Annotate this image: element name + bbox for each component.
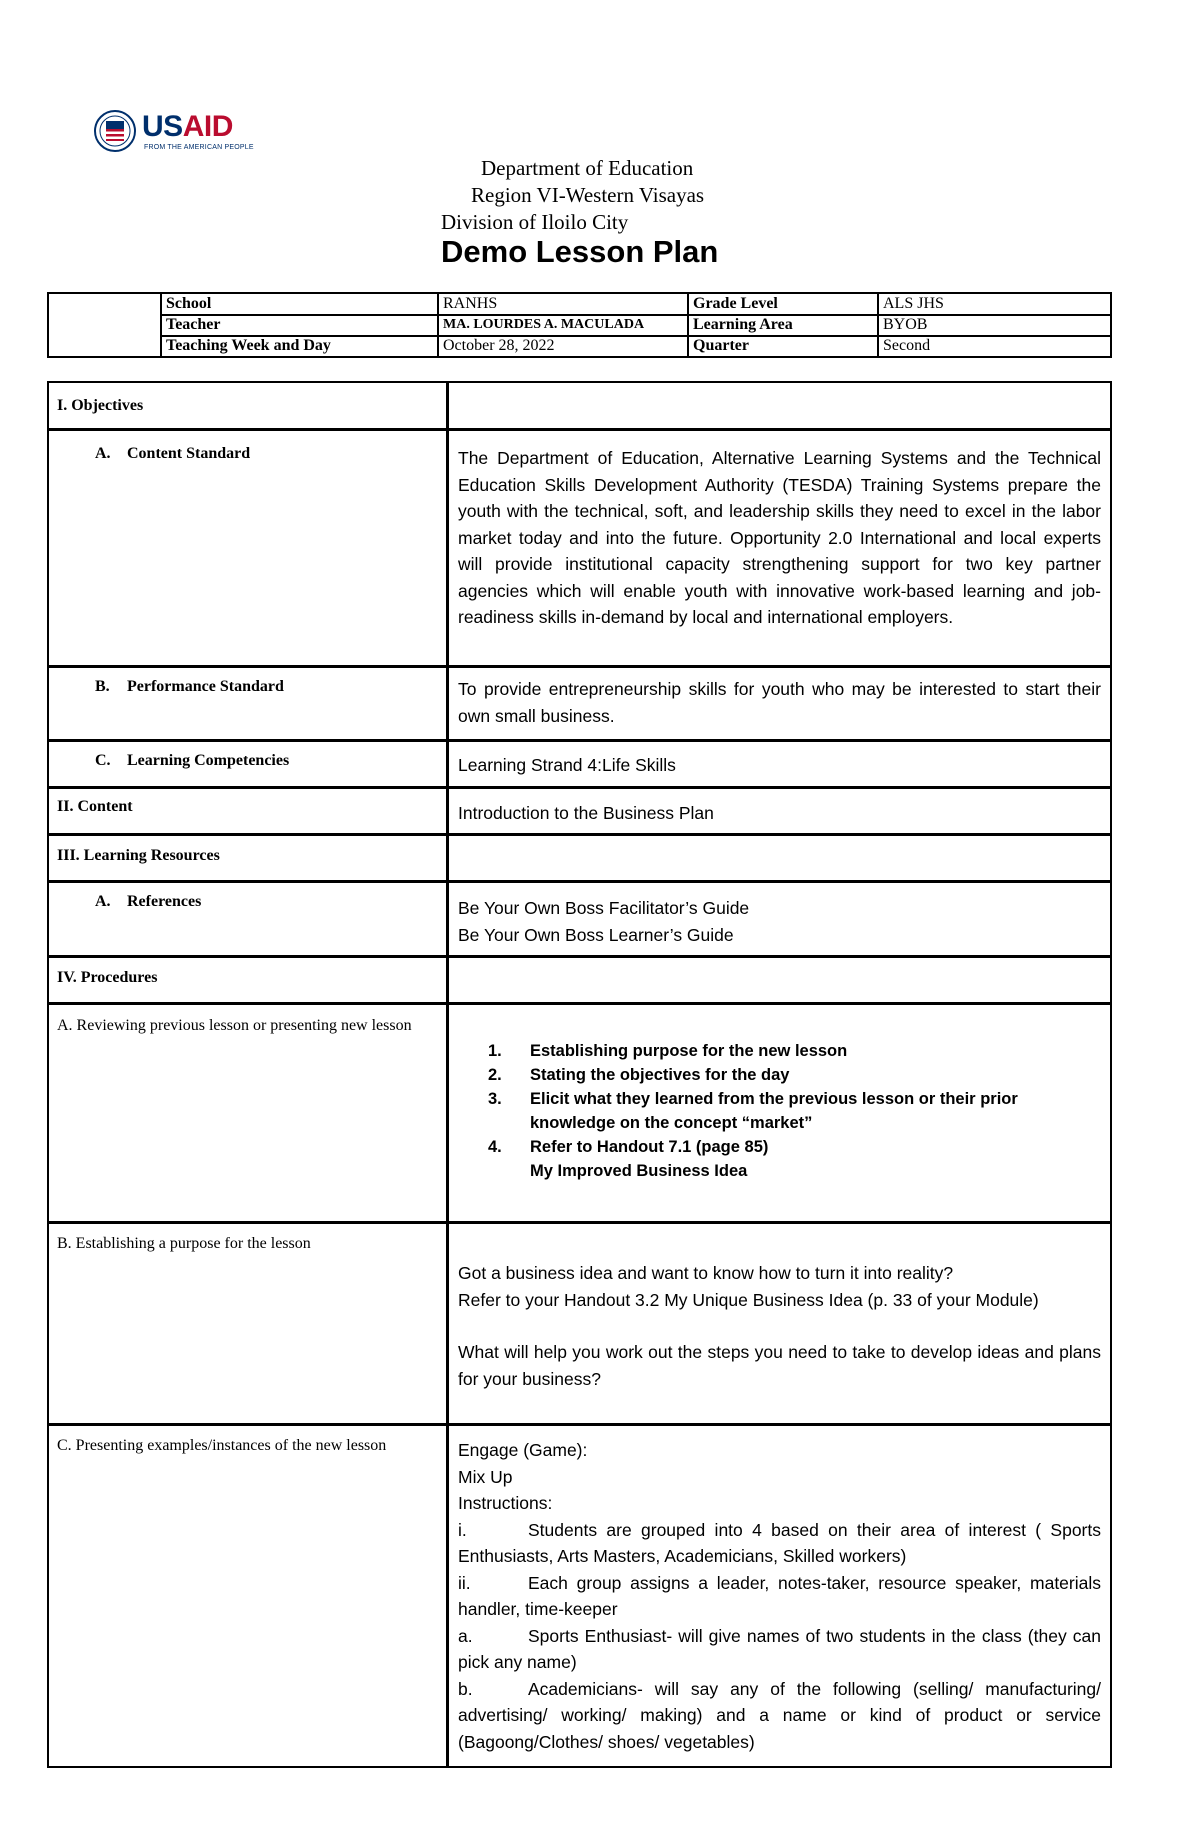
list-item: 2. Stating the objectives for the day — [488, 1066, 790, 1084]
performance-standard-text: To provide entrepreneurship skills for youth who may be interested to start their own small business. — [458, 679, 1101, 726]
procedures-label: IV. Procedures — [57, 969, 158, 986]
content-standard-text: The Department of Education, Alternative Learning Systems and the Technical Education Skills Development Authority (TESDA) Training Systems prepare the youth with the technical, soft, and leadership skills they need to excel in the labor market today and into the future. Opportunity 2.0 International and local experts will provide institutional capacity strengthening support for two key partner agencies which will enable youth with innovative work-based learning and job-readiness skills in-demand by local and international employers. — [458, 448, 1101, 627]
quarter-value: Second — [883, 337, 931, 354]
paragraph: Refer to your Handout 3.2 My Unique Business Idea (p. 33 of your Module) — [458, 1289, 1039, 1310]
references-text — [458, 895, 1101, 948]
usaid-logo — [94, 110, 254, 156]
row-divider — [49, 833, 1110, 836]
paragraph: i. Students are grouped into 4 based on their area of interest ( Sports Enthusiasts, Arts Masters, Academicians, Skilled workers) — [458, 1519, 1101, 1566]
info-left-cell — [49, 294, 162, 356]
usaid-tagline: FROM THE AMERICAN PEOPLE — [144, 144, 254, 151]
content-standard-label: A. Content Standard — [95, 445, 251, 462]
paragraph: Got a business idea and want to know how to turn it into reality? — [458, 1263, 954, 1283]
info-table — [47, 292, 1112, 358]
row-divider — [49, 428, 1110, 431]
reference-item: Be Your Own Boss Learner’s Guide — [458, 924, 734, 945]
performance-standard-label: B. Performance Standard — [95, 678, 284, 695]
area-value: BYOB — [883, 316, 928, 333]
row-divider — [49, 1423, 1110, 1426]
reference-item: Be Your Own Boss Facilitator’s Guide — [458, 898, 750, 918]
paragraph: ii. Each group assigns a leader, notes-taker, resource speaker, materials handler, time-keeper — [458, 1572, 1101, 1619]
grade-value: ALS JHS — [883, 295, 944, 312]
content-text: Introduction to the Business Plan — [458, 803, 714, 823]
grade-label: Grade Level — [689, 294, 879, 314]
row-divider — [49, 1002, 1110, 1005]
teacher-value: MA. LOURDES A. MACULADA — [439, 315, 689, 335]
paragraph: Mix Up — [458, 1466, 513, 1487]
row-divider — [49, 880, 1110, 883]
list-item-sub: My Improved Business Idea — [530, 1162, 748, 1180]
reviewing-label: A. Reviewing previous lesson or presenting new lesson — [57, 1017, 412, 1034]
learning-competencies-label: C. Learning Competencies — [95, 752, 290, 769]
division-line: Division of Iloilo City — [441, 210, 629, 234]
row-divider — [49, 665, 1110, 668]
teacher-label: Teacher — [162, 315, 439, 335]
area-label: Learning Area — [689, 315, 879, 335]
presenting-label: C. Presenting examples/instances of the new lesson — [57, 1437, 387, 1454]
list-item: 3. Elicit what they learned from the previous lesson or their prior knowledge on the concept “market” — [488, 1090, 1018, 1132]
column-divider — [446, 383, 449, 1766]
region-line: Region VI-Western Visayas — [471, 183, 705, 207]
presenting-text — [458, 1437, 1101, 1755]
school-label: School — [162, 294, 439, 314]
establishing-text — [458, 1260, 1101, 1392]
establishing-label: B. Establishing a purpose for the lesson — [57, 1235, 311, 1252]
quarter-label: Quarter — [689, 336, 879, 356]
reviewing-list — [458, 1039, 1101, 1183]
paragraph: Instructions: — [458, 1493, 553, 1513]
learning-competencies-text: Learning Strand 4:Life Skills — [458, 755, 676, 775]
objectives-label: I. Objectives — [57, 397, 144, 414]
department-line: Department of Education — [481, 156, 694, 180]
school-value: RANHS — [439, 294, 689, 314]
usaid-seal-icon — [94, 110, 136, 152]
usaid-wordmark: USAID — [142, 110, 233, 143]
paragraph: Engage (Game): — [458, 1440, 588, 1460]
row-divider — [49, 1221, 1110, 1224]
list-item: 4. Refer to Handout 7.1 (page 85) — [488, 1138, 769, 1156]
content-label: II. Content — [57, 798, 133, 815]
paragraph: b. Academicians- will say any of the following (selling/ manufacturing/ advertising/ working/ making) and a name or kind of product or service (Bagoong/Clothes/ shoes/ vegetables) — [458, 1678, 1101, 1752]
paragraph: a. Sports Enthusiast- will give names of two students in the class (they can pick any name) — [458, 1625, 1101, 1672]
row-divider — [49, 786, 1110, 789]
list-item: 1. Establishing purpose for the new lesson — [488, 1042, 848, 1060]
learning-resources-label: III. Learning Resources — [57, 847, 220, 864]
paragraph: What will help you work out the steps you need to take to develop ideas and plans for your business? — [458, 1342, 1101, 1389]
week-label: Teaching Week and Day — [162, 336, 439, 356]
references-label: A. References — [95, 893, 202, 910]
page-title: Demo Lesson Plan — [441, 234, 719, 269]
info-row-school — [162, 294, 1110, 316]
week-value: October 28, 2022 — [439, 336, 689, 356]
row-divider — [49, 955, 1110, 958]
info-row-week — [162, 336, 1110, 356]
info-row-teacher — [162, 315, 1110, 337]
lesson-plan-table — [47, 381, 1112, 1768]
row-divider — [49, 739, 1110, 742]
